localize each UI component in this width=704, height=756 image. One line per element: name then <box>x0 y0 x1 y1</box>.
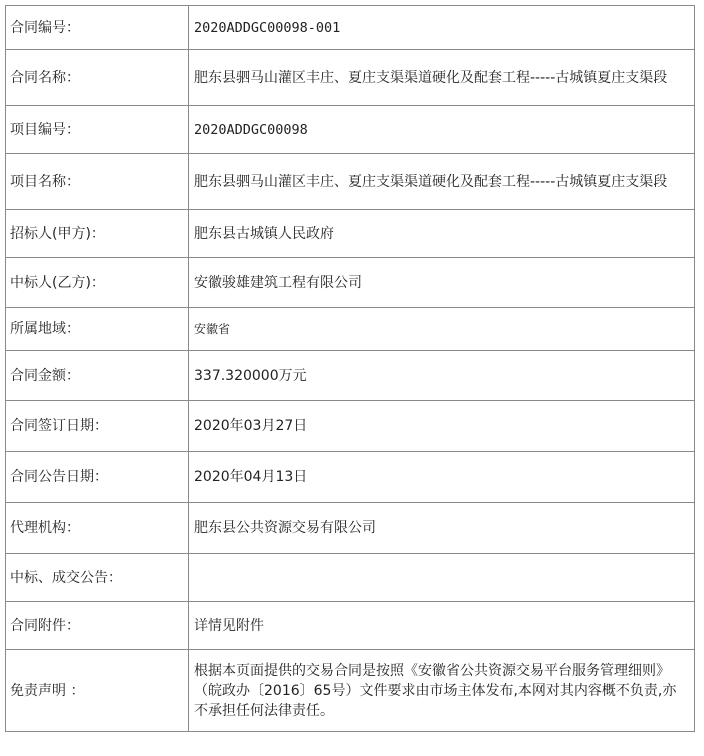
label-award-announcement: 中标、成交公告： <box>6 554 189 602</box>
value-signing-date: 2020年03月27日 <box>189 401 695 452</box>
label-disclaimer: 免责声明 ： <box>6 650 189 732</box>
label-contract-name: 合同名称： <box>6 50 189 106</box>
row-signing-date <box>6 401 695 452</box>
row-attachment <box>6 602 695 650</box>
row-contract-amount <box>6 351 695 401</box>
row-contract-number <box>6 6 695 50</box>
row-winning-bidder <box>6 258 695 308</box>
value-contract-amount: 337.320000万元 <box>189 351 695 401</box>
value-agency: 肥东县公共资源交易有限公司 <box>189 503 695 554</box>
row-agency <box>6 503 695 554</box>
row-project-name <box>6 154 695 210</box>
row-tenderer <box>6 210 695 258</box>
label-project-name: 项目名称： <box>6 154 189 210</box>
row-contract-name <box>6 50 695 106</box>
row-award-announcement <box>6 554 695 602</box>
row-project-number <box>6 106 695 154</box>
value-attachment: 详情见附件 <box>189 602 695 650</box>
label-project-number: 项目编号： <box>6 106 189 154</box>
label-signing-date: 合同签订日期： <box>6 401 189 452</box>
label-attachment: 合同附件： <box>6 602 189 650</box>
value-award-announcement <box>189 554 695 602</box>
row-disclaimer <box>6 650 695 732</box>
value-announcement-date: 2020年04月13日 <box>189 452 695 503</box>
value-contract-number: 2020ADDGC00098-001 <box>189 6 695 50</box>
label-region: 所属地域： <box>6 308 189 351</box>
label-contract-amount: 合同金额： <box>6 351 189 401</box>
value-contract-name: 肥东县驷马山灌区丰庄、夏庄支渠渠道硬化及配套工程-----古城镇夏庄支渠段 <box>189 50 695 106</box>
label-agency: 代理机构： <box>6 503 189 554</box>
label-winning-bidder: 中标人(乙方)： <box>6 258 189 308</box>
value-project-number: 2020ADDGC00098 <box>189 106 695 154</box>
contract-info-table <box>5 5 695 732</box>
label-tenderer: 招标人(甲方)： <box>6 210 189 258</box>
label-announcement-date: 合同公告日期： <box>6 452 189 503</box>
row-announcement-date <box>6 452 695 503</box>
row-region <box>6 308 695 351</box>
value-winning-bidder: 安徽骏雄建筑工程有限公司 <box>189 258 695 308</box>
value-tenderer: 肥东县古城镇人民政府 <box>189 210 695 258</box>
label-contract-number: 合同编号： <box>6 6 189 50</box>
value-region: 安徽省 <box>189 308 695 351</box>
value-project-name: 肥东县驷马山灌区丰庄、夏庄支渠渠道硬化及配套工程-----古城镇夏庄支渠段 <box>189 154 695 210</box>
value-disclaimer: 根据本页面提供的交易合同是按照《安徽省公共资源交易平台服务管理细则》（皖政办〔2016〕65号）文件要求由市场主体发布,本网对其内容概不负责,亦不承担任何法律责任。 <box>189 650 695 732</box>
